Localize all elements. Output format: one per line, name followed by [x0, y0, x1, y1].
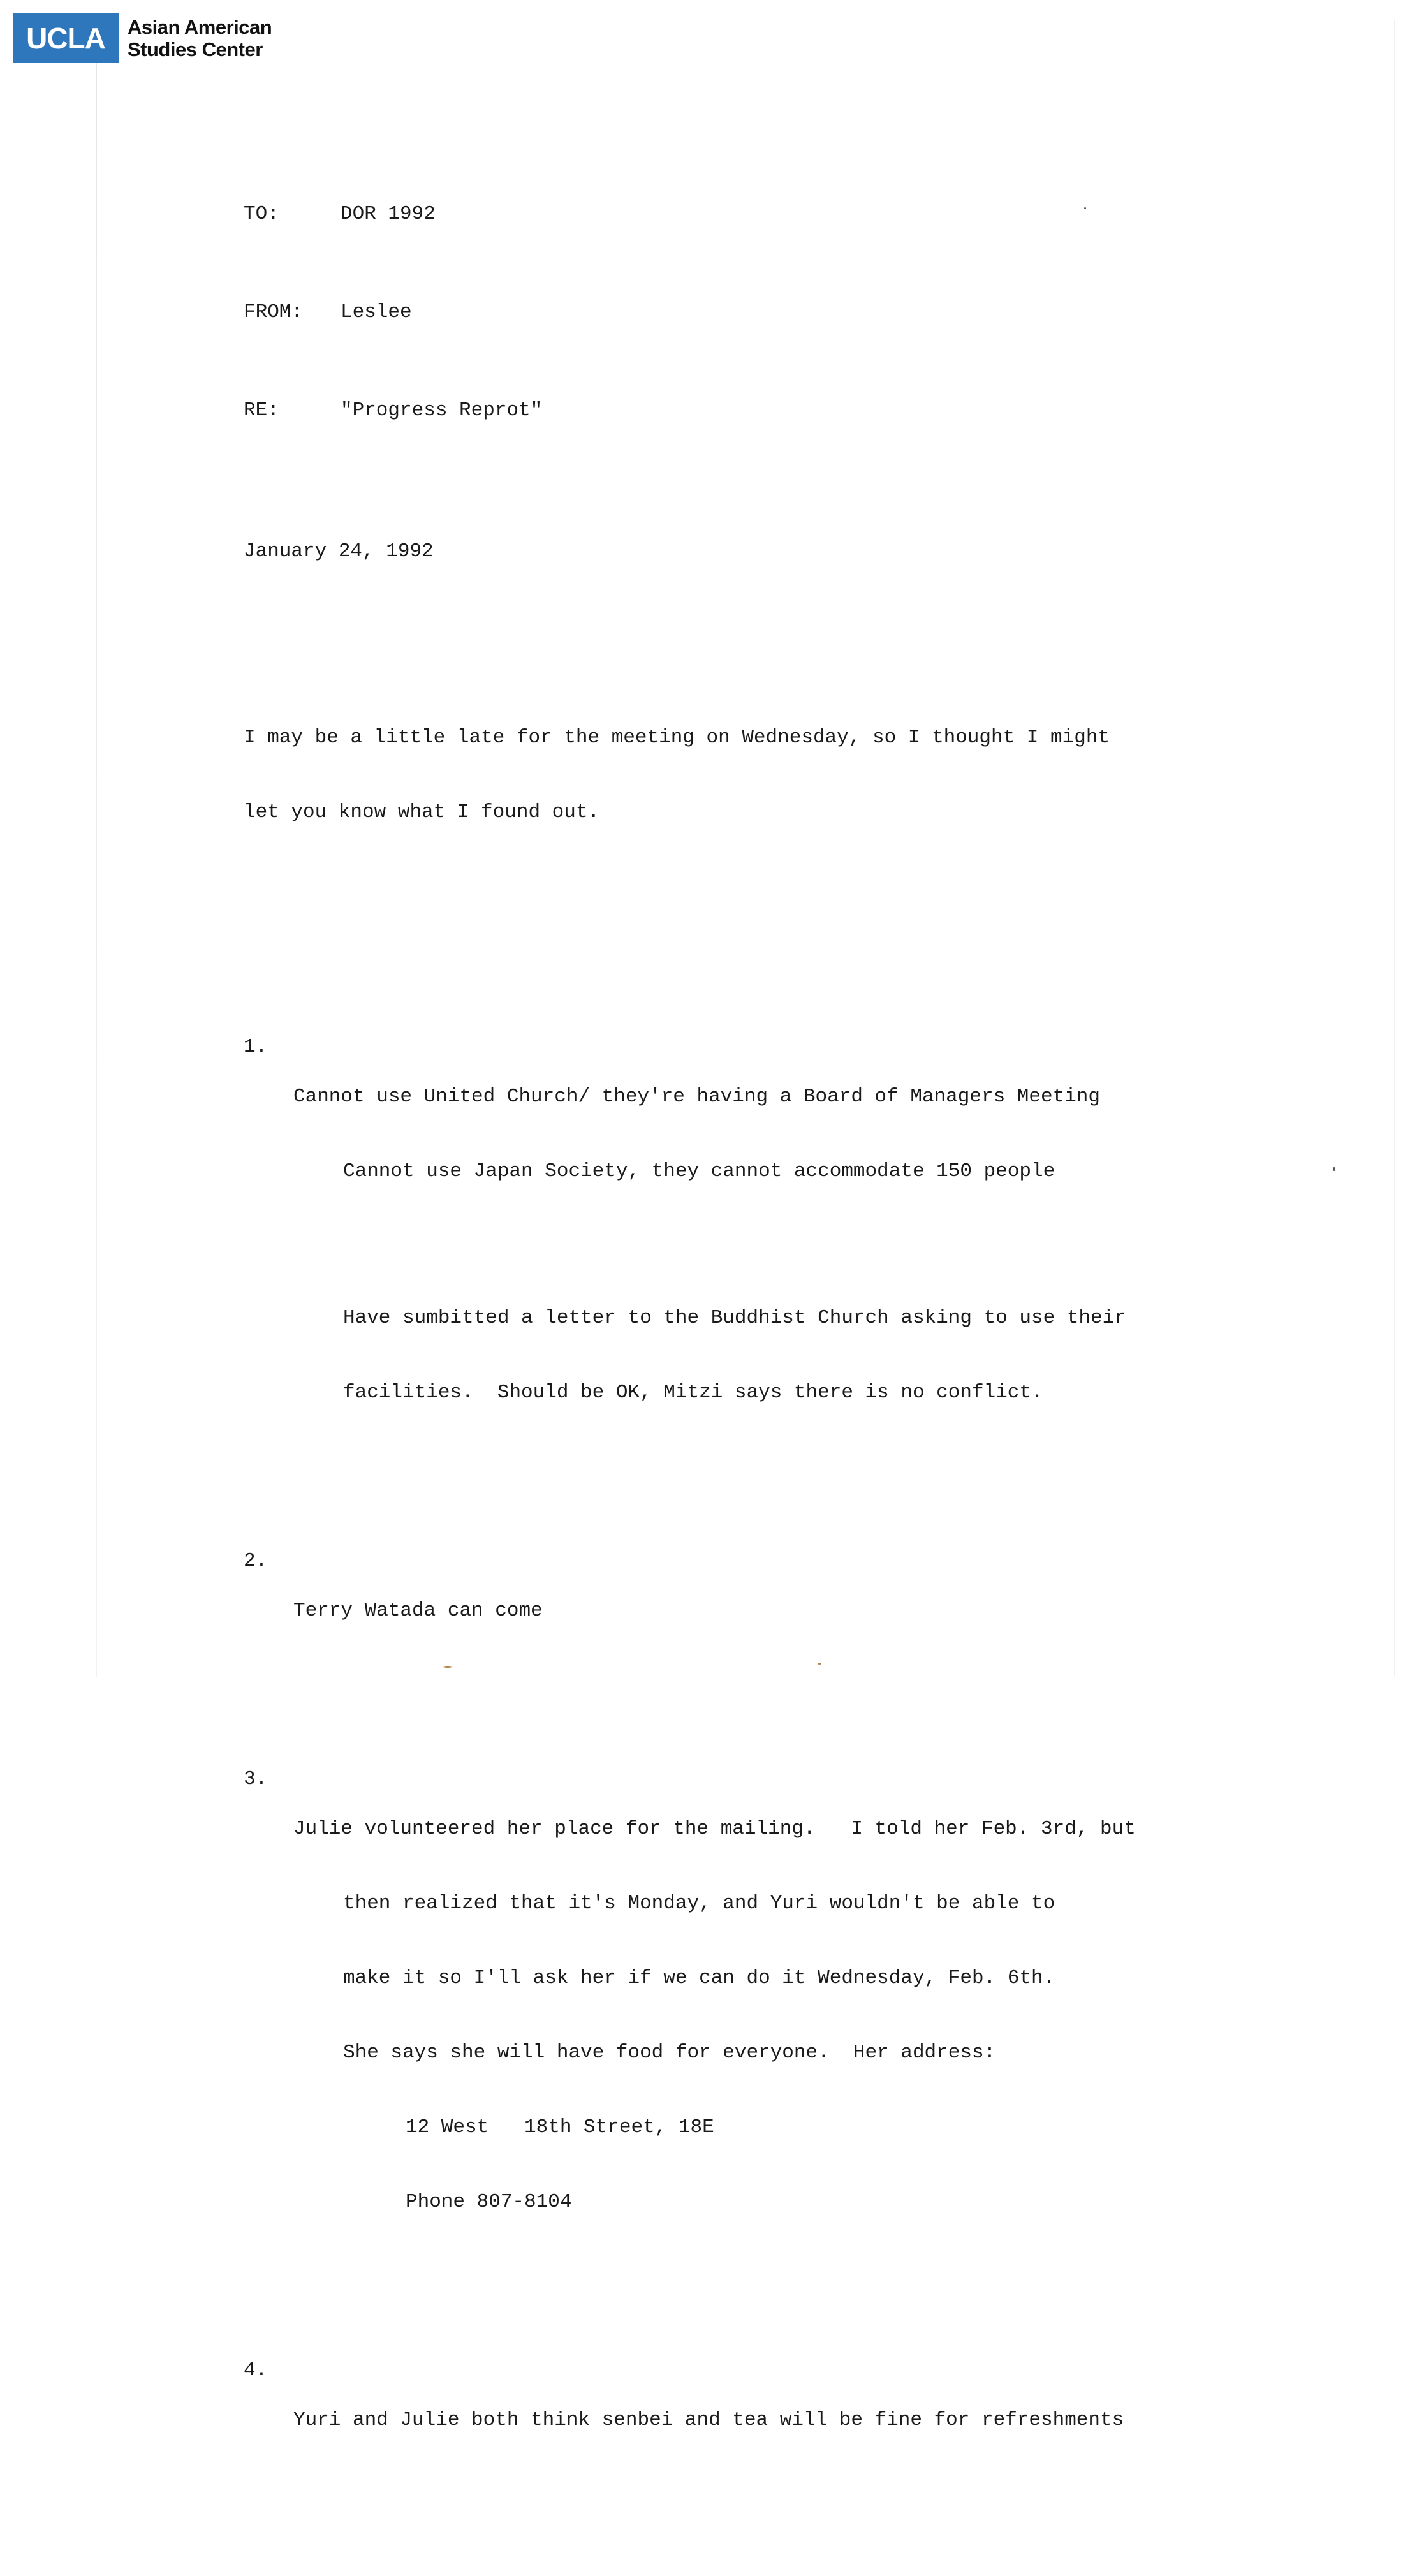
logo-wordmark — [128, 16, 272, 61]
paper-edge — [1394, 19, 1395, 1677]
numbered-list — [244, 985, 1232, 2551]
item-line: Julie volunteered her place for the mailing. I told her Feb. 3rd, but — [293, 1818, 1136, 1840]
to-value: DOR 1992 — [341, 203, 436, 225]
memo-to-row — [244, 202, 1232, 226]
logo-line-1: Asian American — [128, 15, 272, 38]
memo-from-row — [244, 300, 1232, 325]
scan-speck — [1333, 1167, 1335, 1171]
memo — [244, 152, 1232, 2576]
intro-line: I may be a little late for the meeting on Wednesday, so I thought I might — [244, 726, 1110, 749]
item-number: 1. — [244, 1036, 268, 1058]
ucla-logo-mark: UCLA — [13, 13, 119, 63]
item-number: 4. — [244, 2359, 268, 2381]
list-item — [244, 1549, 1232, 1673]
item-line: She says she will have food for everyone. Her address: — [343, 2042, 996, 2064]
re-label: RE: — [244, 399, 279, 422]
item-line: make it so I'll ask her if we can do it Wednesday, Feb. 6th. — [343, 1967, 1055, 1989]
list-item — [244, 1767, 1232, 2264]
item-line: then realized that it's Monday, and Yuri wouldn't be able to — [343, 1892, 1055, 1915]
item-body — [293, 1767, 1232, 2264]
logo-line-2: Studies Center — [128, 38, 263, 61]
item-number: 3. — [244, 1768, 268, 1790]
item-line: Cannot use United Church/ they're having a Board of Managers Meeting — [293, 1086, 1101, 1108]
memo-re-row — [244, 398, 1232, 423]
intro-paragraph — [244, 675, 1232, 874]
re-value: "Progress Reprot" — [341, 399, 543, 422]
to-label: TO: — [244, 203, 279, 225]
item-line: facilities. Should be OK, Mitzi says there is no conflict. — [343, 1381, 1043, 1404]
from-value: Leslee — [341, 301, 412, 323]
list-item — [244, 1034, 1232, 1455]
item-body — [293, 1034, 1232, 1455]
item-body — [293, 2358, 1232, 2482]
from-label: FROM: — [244, 301, 304, 323]
phone-line: Phone 807-8104 — [406, 2191, 572, 2213]
ucla-aasc-logo — [13, 13, 272, 63]
intro-line: let you know what I found out. — [244, 801, 600, 823]
paper-edge — [96, 57, 97, 1677]
address-line: 12 West 18th Street, 18E — [406, 2116, 714, 2138]
item-line: Have sumbitted a letter to the Buddhist Church asking to use their — [343, 1307, 1126, 1329]
item-body — [293, 1549, 1232, 1673]
item-line: Yuri and Julie both think senbei and tea will be fine for refreshments — [293, 2409, 1124, 2431]
item-line: Cannot use Japan Society, they cannot accommodate 150 people — [343, 1160, 1055, 1182]
memo-date: January 24, 1992 — [244, 540, 434, 563]
item-number: 2. — [244, 1550, 268, 1572]
list-item — [244, 2358, 1232, 2482]
item-line: Terry Watada can come — [293, 1600, 543, 1622]
